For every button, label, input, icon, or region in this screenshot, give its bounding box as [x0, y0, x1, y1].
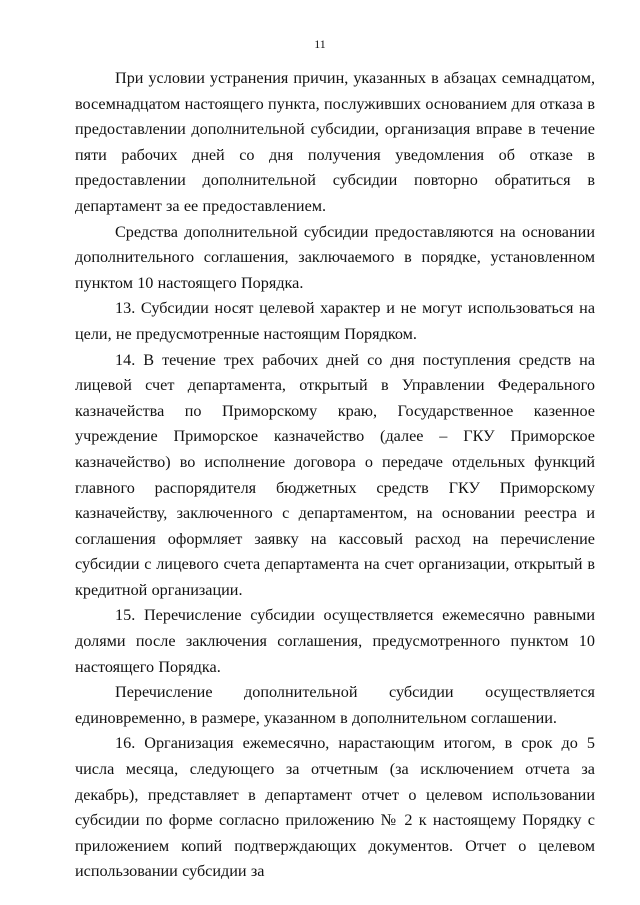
- page-number: 11: [314, 37, 326, 51]
- paragraph-13: 13. Субсидии носят целевой характер и не могут использоваться на цели, не предусмотренные настоящим Порядком.: [75, 299, 595, 343]
- paragraph-16: 16. Организация ежемесячно, нарастающим итогом, в срок до 5 числа месяца, следующего за отчетным (за исключением отчета за декабрь), представляет в департамент отчет о целевом использовании субсидии по форме согласно приложению № 2 к настоящему Порядку с приложением копий подтверждающих документов. Отчет о целевом использовании субсидии за: [75, 734, 595, 881]
- document-body: [75, 66, 595, 885]
- paragraph-15: 15. Перечисление субсидии осуществляется ежемесячно равными долями после заключения соглашения, предусмотренного пунктом 10 настоящего Порядка.: [75, 606, 595, 676]
- paragraph-additional-transfer: Перечисление дополнительной субсидии осуществляется единовременно, в размере, указанном в дополнительном соглашении.: [75, 683, 595, 727]
- paragraph-resubmission: При условии устранения причин, указанных в абзацах семнадцатом, восемнадцатом настоящего пункта, послуживших основанием для отказа в предоставлении дополнительной субсидии, организация вправе в течение пяти рабочих дней со дня получения уведомления об отказе в предоставлении дополнительной субсидии повторно обратиться в департамент за ее предоставлением.: [75, 69, 595, 215]
- paragraph-additional-agreement: Средства дополнительной субсидии предоставляются на основании дополнительного соглашения, заключаемого в порядке, установленном пунктом 10 настоящего Порядка.: [75, 222, 595, 292]
- paragraph-14: 14. В течение трех рабочих дней со дня поступления средств на лицевой счет департамента, открытый в Управлении Федерального казначейства по Приморскому краю, Государственное казенное учреждение Приморское казначейство (далее – ГКУ Приморское казначейство) во исполнение договора о передаче отдельных функций главного распорядителя бюджетных средств ГКУ Приморскому казначейству, заключенного с департаментом, на основании реестра и соглашения оформляет заявку на кассовый расход на перечисление субсидии с лицевого счета департамента на счет организации, открытый в кредитной организации.: [75, 350, 595, 599]
